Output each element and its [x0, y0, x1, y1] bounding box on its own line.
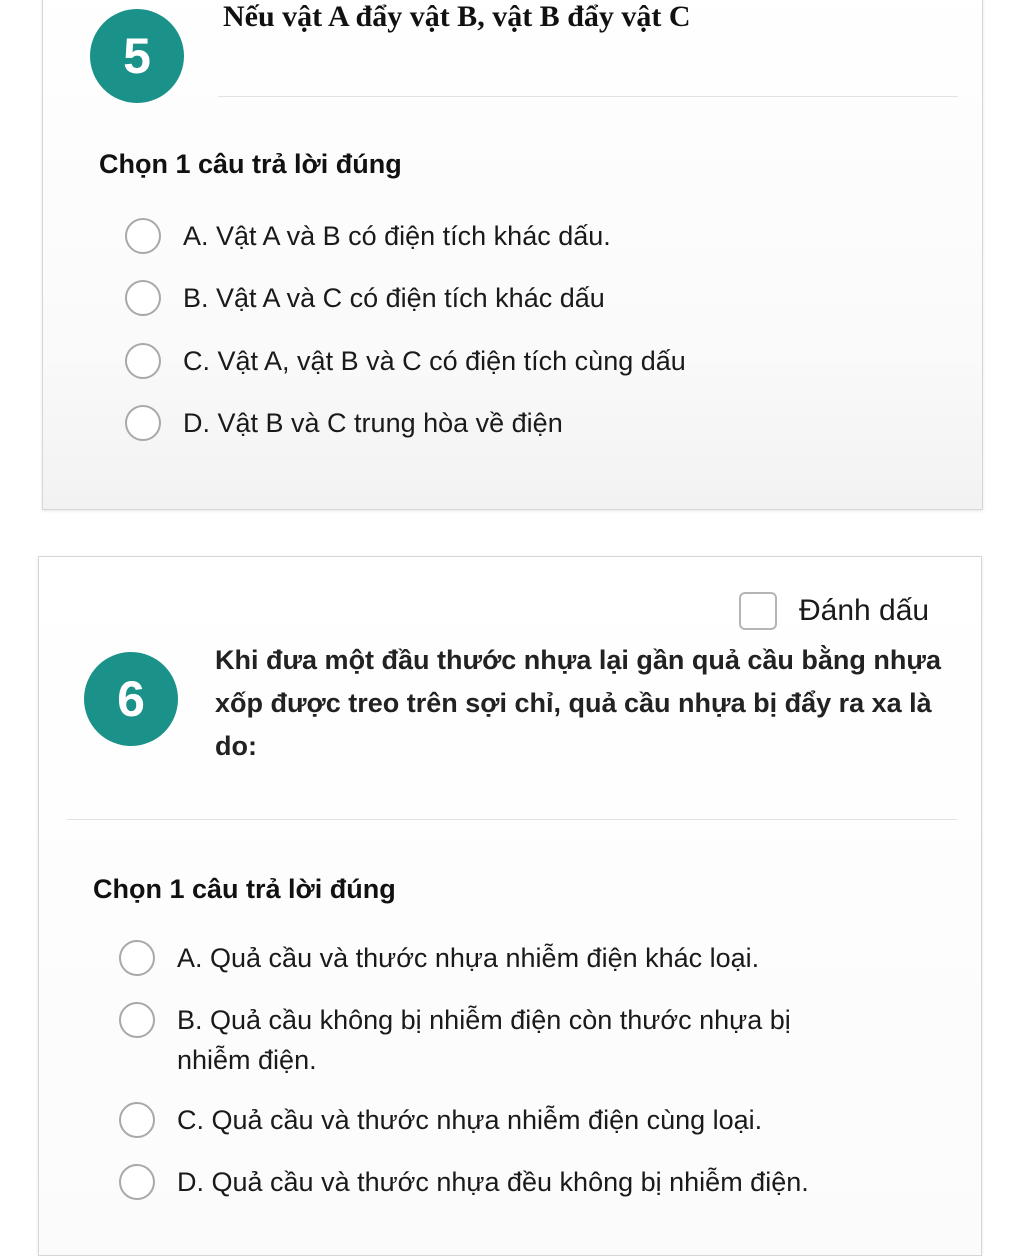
answer-option-b[interactable] [125, 278, 945, 318]
answer-option-c[interactable] [125, 341, 945, 381]
answer-instruction: Chọn 1 câu trả lời đúng [93, 874, 396, 904]
answer-option-label: D. Quả cầu và thước nhựa đều không bị nhiễm điện. [177, 1167, 809, 1197]
flag-question-toggle[interactable] [739, 592, 929, 630]
question-card-6 [38, 556, 982, 1256]
answer-option-label: A. Vật A và B có điện tích khác dấu. [183, 221, 611, 251]
answer-option-a[interactable] [125, 216, 945, 256]
flag-label: Đánh dấu [799, 594, 930, 627]
flag-checkbox[interactable] [739, 592, 777, 630]
answer-option-label: C. Quả cầu và thước nhựa nhiễm điện cùng loại. [177, 1105, 763, 1135]
answer-option-d[interactable] [125, 403, 945, 443]
answer-option-label: C. Vật A, vật B và C có điện tích cùng dấu [183, 346, 686, 376]
answer-option-d[interactable] [119, 1162, 919, 1202]
answer-option-label: A. Quả cầu và thước nhựa nhiễm điện khác loại. [177, 943, 760, 973]
question-text: Nếu vật A đẩy vật B, vật B đẩy vật C [223, 0, 691, 33]
answer-option-c[interactable] [119, 1100, 899, 1140]
answer-option-a[interactable] [119, 938, 899, 978]
answer-instruction: Chọn 1 câu trả lời đúng [99, 149, 402, 179]
radio-button[interactable] [125, 280, 161, 316]
answer-option-label: D. Vật B và C trung hòa về điện [183, 408, 563, 438]
answer-option-label: B. Vật A và C có điện tích khác dấu [183, 283, 605, 313]
answer-option-label: B. Quả cầu không bị nhiễm điện còn thước nhựa bị nhiễm điện. [177, 1005, 791, 1075]
question-text: Khi đưa một đầu thước nhựa lại gần quả cầu bằng nhựa xốp được treo trên sợi chỉ, quả cầu nhựa bị đẩy ra xa là do: [215, 645, 941, 761]
question-divider [67, 819, 957, 820]
radio-button[interactable] [119, 1102, 155, 1138]
radio-button[interactable] [125, 218, 161, 254]
radio-button[interactable] [119, 940, 155, 976]
question-card-5 [42, 0, 983, 510]
question-number-badge: 5 [90, 9, 184, 103]
radio-button[interactable] [119, 1002, 155, 1038]
radio-button[interactable] [119, 1164, 155, 1200]
answer-option-b[interactable] [119, 1000, 869, 1080]
radio-button[interactable] [125, 405, 161, 441]
radio-button[interactable] [125, 343, 161, 379]
question-number-badge: 6 [84, 652, 178, 746]
question-divider [218, 96, 958, 97]
